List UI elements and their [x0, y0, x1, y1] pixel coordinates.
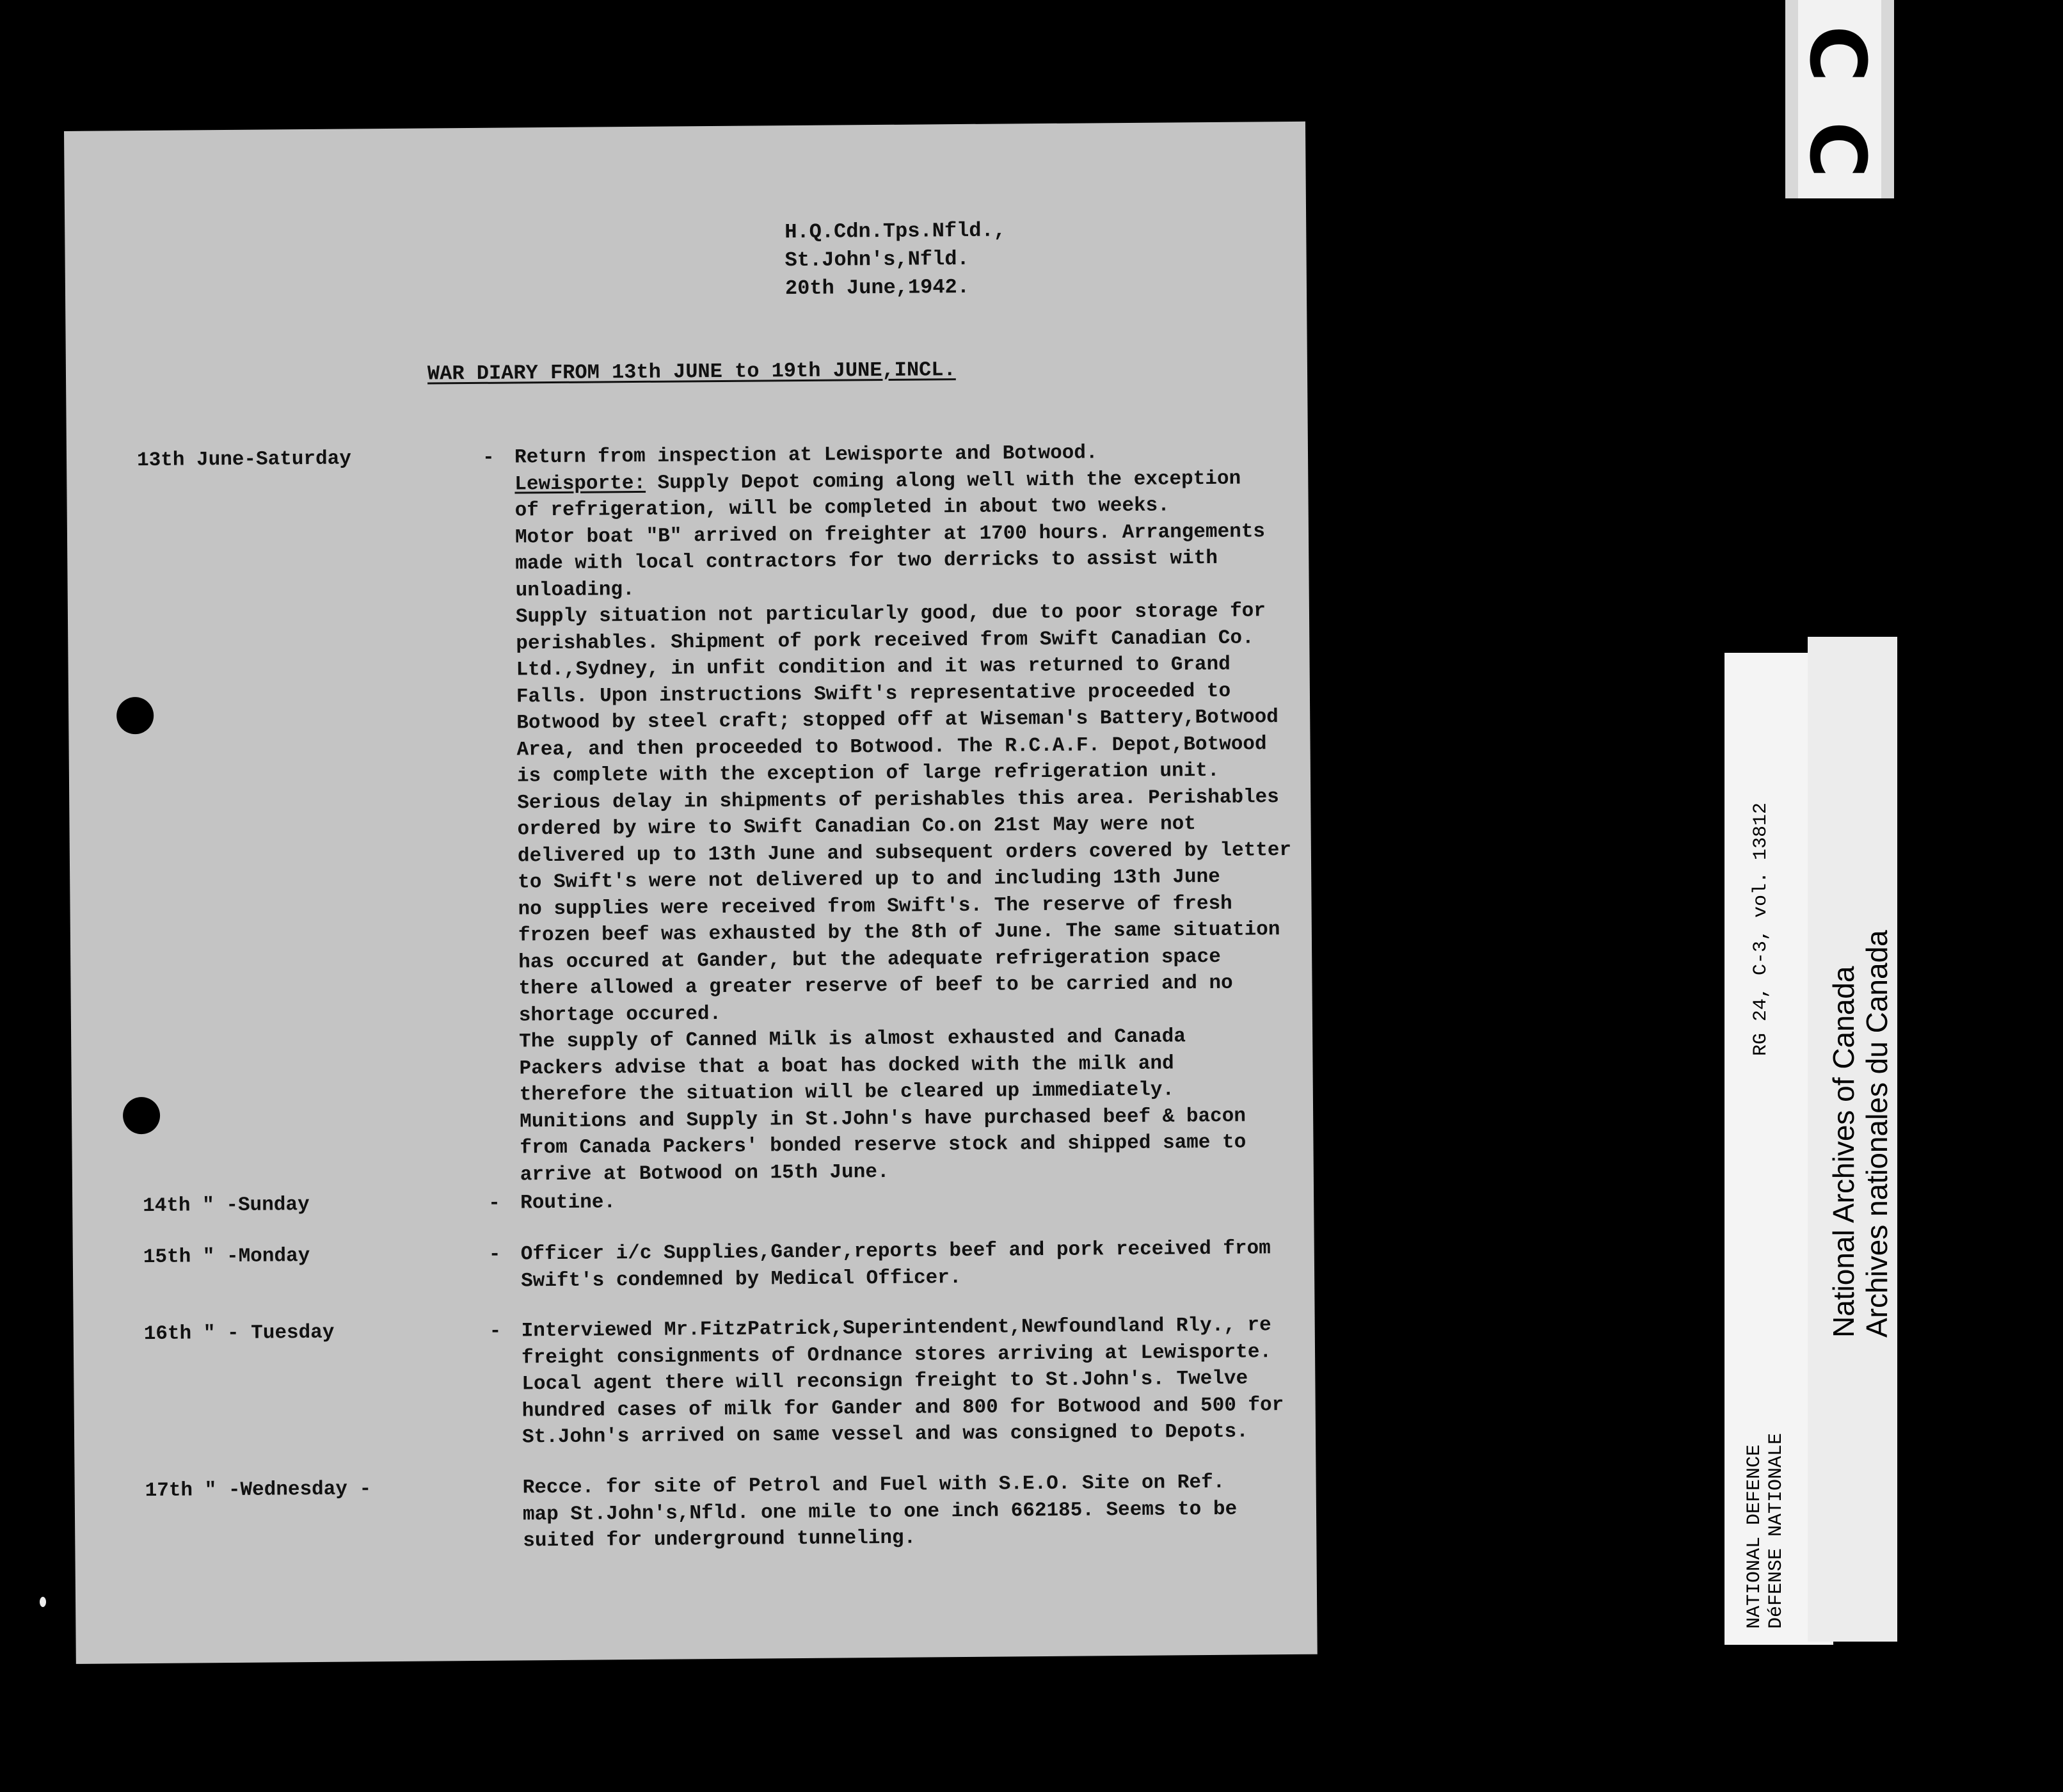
entry-line: Ltd.,Sydney, in unfit condition and it was returned to Grand: [516, 653, 1231, 682]
entry-line: ordered by wire to Swift Canadian Co.on 21st May were not: [517, 813, 1197, 841]
entry-line: made with local contractors for two derricks to assist with: [515, 547, 1218, 575]
entry-line: there allowed a greater reserve of beef to be carried and no: [518, 972, 1233, 1000]
letter-header: [785, 216, 1007, 303]
archive-reference: RG 24, C-3, vol. 13812: [1750, 802, 1772, 1056]
entry-line: shortage occured.: [518, 1002, 722, 1027]
header-date: 20th June,1942.: [785, 275, 970, 301]
entry-line: Swift's condemned by Medical Officer.: [520, 1266, 962, 1292]
dust-speck: [40, 1597, 46, 1607]
diary-title: WAR DIARY FROM 13th JUNE to 19th JUNE,INCL.: [427, 358, 956, 386]
entry-line: from Canada Packers' bonded reserve stock and shipped same to: [520, 1131, 1247, 1160]
place-heading: Lewisporte:: [514, 472, 646, 495]
entry-line: Local agent there will reconsign freight to St.John's. Twelve: [522, 1367, 1248, 1396]
entry-line: Interviewed Mr.FitzPatrick,Superintendent,Newfoundland Rly., re: [521, 1314, 1271, 1343]
entry-line: has occured at Gander, but the adequate refrigeration space: [518, 945, 1221, 973]
punch-hole-top: [116, 697, 154, 734]
archives-en: National Archives of Canada: [1827, 966, 1860, 1338]
entry-dash: -: [488, 1243, 501, 1266]
diary-entry: [143, 1235, 1295, 1292]
entry-date: 16th " - Tuesday: [143, 1321, 335, 1346]
entry-line: Recce. for site of Petrol and Fuel with S.E.O. Site on Ref.: [522, 1471, 1225, 1500]
entry-line: therefore the situation will be cleared up immediately.: [519, 1078, 1175, 1107]
entry-line: Supply situation not particularly good, due to poor storage for: [515, 600, 1266, 628]
entry-date: 17th " -Wednesday -: [145, 1478, 372, 1503]
document-page: [64, 122, 1318, 1664]
entry-body: [520, 1184, 1307, 1217]
entry-line: is complete with the exception of large refrigeration unit.: [516, 759, 1220, 788]
entry-line: arrive at Botwood on 15th June.: [520, 1160, 889, 1186]
entry-line: St.John's arrived on same vessel and was consigned to Depots.: [522, 1420, 1248, 1449]
entry-body: [522, 1312, 1310, 1451]
entry-line: map St.John's,Nfld. one mile to one inch 662185. Seems to be: [522, 1498, 1238, 1526]
entry-body: [521, 1235, 1309, 1295]
entry-body: [514, 438, 1307, 1188]
entry-line: perishables. Shipment of pork received from Swift Canadian Co.: [516, 626, 1254, 655]
entry-line: Falls. Upon instructions Swift's representative proceeded to: [516, 680, 1231, 708]
entry-line: to Swift's were not delivered up to and including 13th June: [518, 865, 1220, 894]
entry-date: 13th June-Saturday: [136, 447, 352, 472]
entry-line: freight consignments of Ordnance stores arriving at Lewisporte.: [521, 1340, 1272, 1369]
entry-line: suited for underground tunneling.: [523, 1526, 916, 1553]
archives-fr: Archives nationales du Canada: [1860, 930, 1893, 1338]
entry-line: Packers advise that a boat has docked with the milk and: [519, 1052, 1174, 1080]
entry-line: delivered up to 13th June and subsequent orders covered by letter: [517, 838, 1292, 867]
entry-line: Officer i/c Supplies,Gander,reports beef and pork received from: [520, 1237, 1271, 1266]
national-defence-fr: DéFENSE NATIONALE: [1765, 1432, 1787, 1629]
entry-line: of refrigeration, will be completed in about two weeks.: [514, 494, 1170, 522]
entry-date: 15th " -Monday: [143, 1245, 310, 1269]
header-unit: H.Q.Cdn.Tps.Nfld.,: [785, 218, 1007, 244]
entry-line: Lewisporte: Supply Depot coming along well with the exception: [514, 467, 1241, 495]
entry-line: Routine.: [520, 1191, 616, 1215]
entry-line: Motor boat "B" arrived on freighter at 1700 hours. Arrangements: [514, 520, 1266, 548]
entry-line: hundred cases of milk for Gander and 800 for Botwood and 500 for: [522, 1393, 1284, 1422]
national-defence-en: NATIONAL DEFENCE: [1744, 1444, 1765, 1629]
entry-line: The supply of Canned Milk is almost exhausted and Canada: [519, 1025, 1186, 1053]
national-archives-label: [1827, 930, 1893, 1338]
entry-dash: -: [482, 446, 495, 469]
diary-entry: [143, 1312, 1296, 1449]
diary-entry: [136, 438, 1292, 1186]
entry-line: Area, and then proceeded to Botwood. The R.C.A.F. Depot,Botwood: [516, 732, 1267, 761]
entry-line: frozen beef was exhausted by the 8th of June. The same situation: [518, 918, 1280, 947]
entry-body: [523, 1469, 1310, 1555]
header-location: St.John's,Nfld.: [785, 246, 969, 273]
diary-entry: [145, 1469, 1297, 1553]
entry-line: Munitions and Supply in St.John's have purchased beef & bacon: [520, 1105, 1247, 1133]
entry-dash: -: [489, 1320, 502, 1343]
entry-line: unloading.: [515, 578, 635, 602]
punch-hole-bottom: [123, 1097, 160, 1134]
corner-mark: C C: [1792, 26, 1881, 184]
entry-date: 14th " -Sunday: [143, 1194, 310, 1218]
entry-line: Botwood by steel craft; stopped off at Wiseman's Battery,Botwood: [516, 706, 1278, 735]
national-defence-label: [1744, 1433, 1787, 1629]
entry-line: Serious delay in shipments of perishables this area. Perishables: [517, 785, 1279, 814]
entry-line: no supplies were received from Swift's. The reserve of fresh: [518, 892, 1232, 920]
entry-dash: -: [488, 1192, 500, 1215]
entry-line: Return from inspection at Lewisporte and Botwood.: [514, 442, 1098, 469]
